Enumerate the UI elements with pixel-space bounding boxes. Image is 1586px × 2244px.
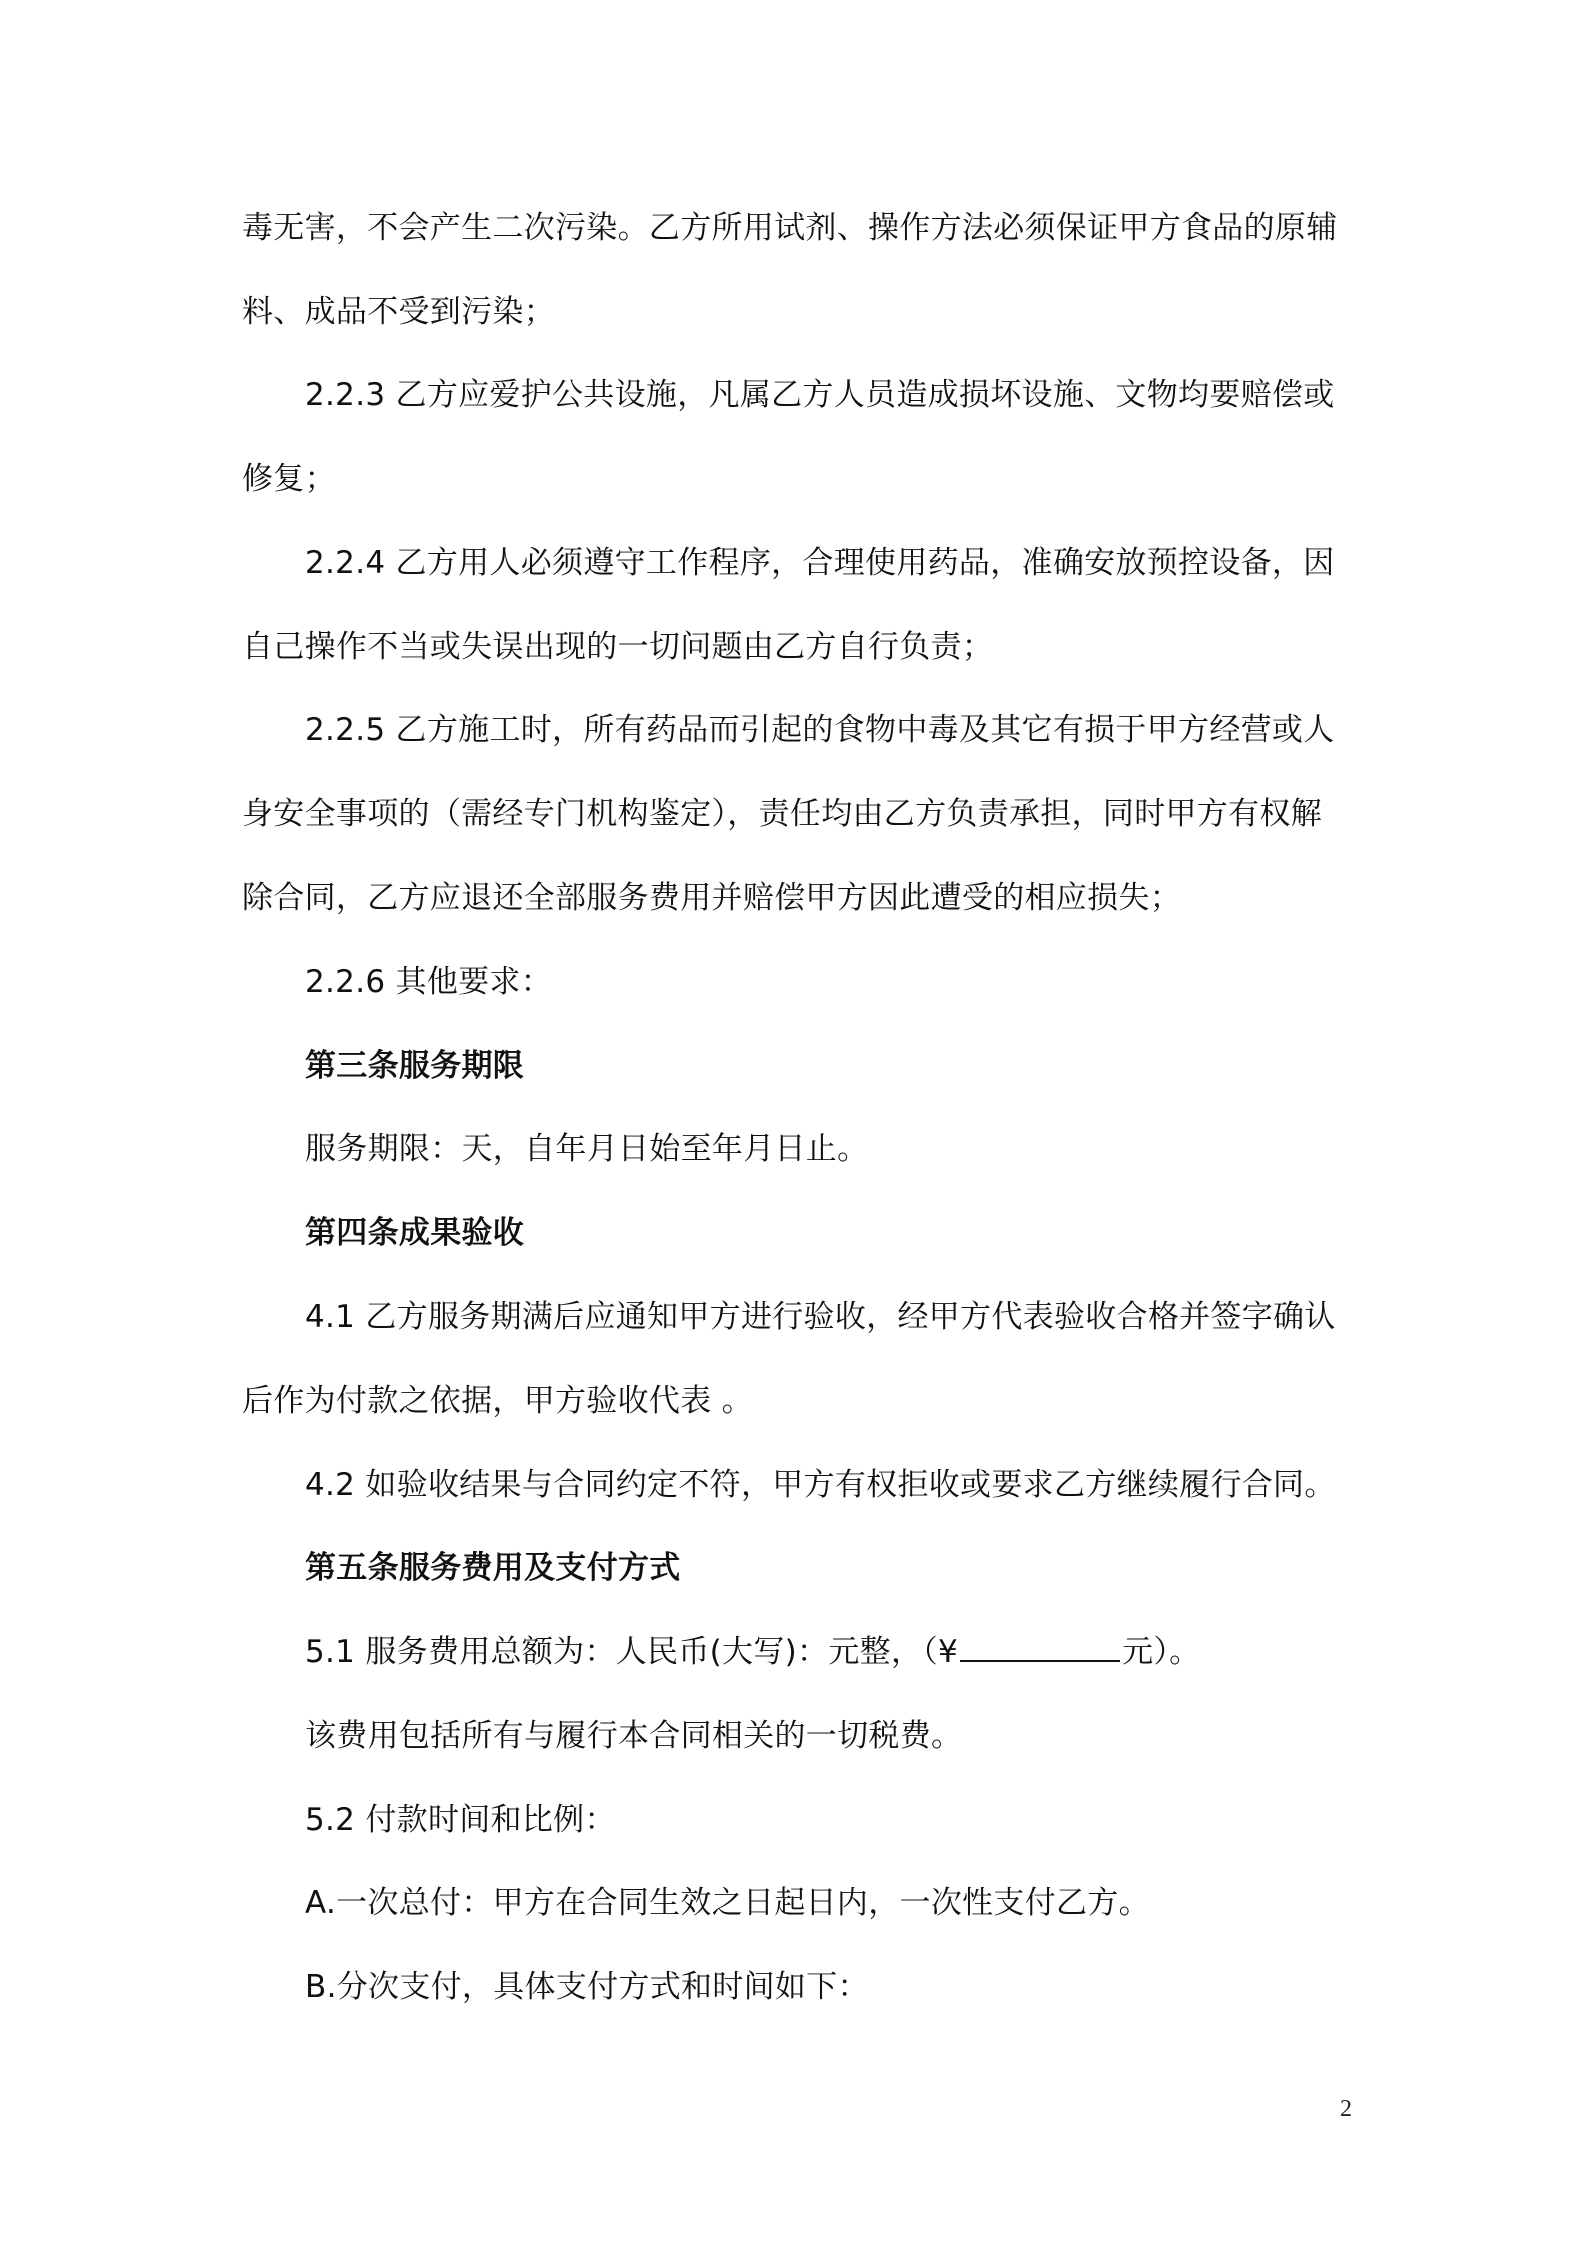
clause-2-2-6: 2.2.6 其他要求： — [305, 964, 553, 1000]
paragraph-line: 修复； — [242, 461, 336, 497]
clause-2-2-4: 2.2.4 乙方用人必须遵守工作程序，合理使用药品，准确安放预控设备，因 — [305, 545, 1335, 581]
payment-option-a: A.一次总付：甲方在合同生效之日起日内，一次性支付乙方。 — [305, 1885, 1150, 1921]
paragraph-line: 除合同，乙方应退还全部服务费用并赔偿甲方因此遭受的相应损失； — [242, 880, 1181, 916]
clause-5-1 — [0, 1632, 1200, 1672]
paragraph-line: 毒无害，不会产生二次污染。乙方所用试剂、操作方法必须保证甲方食品的原辅 — [242, 210, 1338, 246]
article-5-heading: 第五条服务费用及支付方式 — [305, 1550, 681, 1586]
clause-4-1: 4.1 乙方服务期满后应通知甲方进行验收，经甲方代表验收合格并签字确认 — [305, 1299, 1336, 1335]
paragraph-line: 身安全事项的（需经专门机构鉴定），责任均由乙方负责承担，同时甲方有权解 — [242, 796, 1322, 832]
article-3-heading: 第三条服务期限 — [305, 1048, 525, 1084]
clause-5-2: 5.2 付款时间和比例： — [305, 1802, 616, 1838]
clause-2-2-3: 2.2.3 乙方应爱护公共设施，凡属乙方人员造成损坏设施、文物均要赔偿或 — [305, 377, 1335, 413]
clause-5-1-tail: 元）。 — [1122, 1634, 1201, 1670]
paragraph-line: 自己操作不当或失误出现的一切问题由乙方自行负责； — [242, 629, 994, 665]
amount-blank — [960, 1632, 1120, 1662]
clause-5-1-text: 5.1 服务费用总额为：人民币(大写)：元整，（¥ — [305, 1634, 959, 1670]
page-number: 2 — [1340, 2096, 1352, 2122]
clause-4-2: 4.2 如验收结果与合同约定不符，甲方有权拒收或要求乙方继续履行合同。 — [305, 1467, 1336, 1503]
fee-note: 该费用包括所有与履行本合同相关的一切税费。 — [305, 1718, 963, 1754]
clause-2-2-5: 2.2.5 乙方施工时，所有药品而引起的食物中毒及其它有损于甲方经营或人 — [305, 712, 1335, 748]
article-4-heading: 第四条成果验收 — [305, 1215, 525, 1251]
service-period: 服务期限：天，自年月日始至年月日止。 — [305, 1131, 869, 1167]
paragraph-line: 料、成品不受到污染； — [242, 294, 555, 330]
paragraph-line: 后作为付款之依据，甲方验收代表 。 — [242, 1383, 753, 1419]
payment-option-b: B.分次支付，具体支付方式和时间如下： — [305, 1969, 869, 2005]
